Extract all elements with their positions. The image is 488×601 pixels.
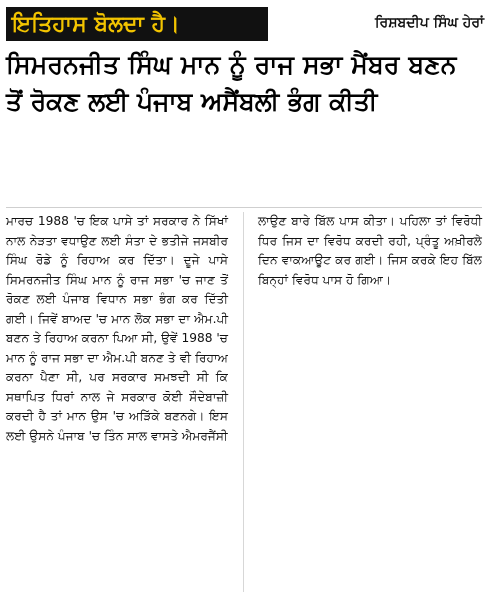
author-byline: ਰਿਸ਼ਬਦੀਪ ਸਿੰਘ ਹੇਰਾਂ bbox=[375, 15, 484, 31]
kicker-text: ਇਤਿਹਾਸ ਬੋਲਦਾ ਹੈ। bbox=[12, 11, 180, 37]
column-2-text: ਲਾਉਣ ਬਾਰੇ ਬਿੱਲ ਪਾਸ ਕੀਤਾ। ਪਹਿਲਾ ਤਾਂ ਵਿਰੋਧੀ ਧਿਰ ਜਿਸ ਦਾ ਵਿਰੋਧ ਕਰਦੀ ਰਹੀ, ਪ੍ਰੰਤੂ ਅਖ਼ੀਰਲੇ ਦਿਨ ਵਾਕਆਊਟ ਕਰ ਗਈ। ਜਿਸ ਕਰਕੇ ਇਹ ਬਿੱਲ ਬਿਨ੍ਹਾਂ ਵਿਰੋਧ ਪਾਸ ਹੋ ਗਿਆ। bbox=[258, 214, 482, 287]
section-kicker bbox=[6, 7, 268, 41]
article-column-2 bbox=[258, 212, 482, 290]
column-divider bbox=[243, 212, 244, 592]
headline bbox=[6, 52, 482, 114]
article-column-1 bbox=[6, 212, 228, 446]
headline-line-1: ਸਿਮਰਨਜੀਤ ਸਿੰਘ ਮਾਨ ਨੂੰ ਰਾਜ ਸਭਾ ਮੈਂਬਰ ਬਣਨ bbox=[6, 50, 457, 79]
column-1-text: ਮਾਰਚ 1988 'ਚ ਇਕ ਪਾਸੇ ਤਾਂ ਸਰਕਾਰ ਨੇ ਸਿੱਖਾਂ ਨਾਲ ਨੇੜਤਾ ਵਧਾਉਣ ਲਈ ਸੰਤਾ ਦੇ ਭਤੀਜੇ ਜਸਬੀਰ ਸਿੰਘ ਰੋਡੇ ਨੂੰ ਰਿਹਾਅ ਕਰ ਦਿੱਤਾ। ਦੂਜੇ ਪਾਸੇ ਸਿਮਰਨਜੀਤ ਸਿੰਘ ਮਾਨ ਨੂੰ ਰਾਜ ਸਭਾ 'ਚ ਜਾਣ ਤੋਂ ਰੋਕਣ ਲਈ ਪੰਜਾਬ ਵਿਧਾਨ ਸਭਾ ਭੰਗ ਕਰ ਦਿੱਤੀ ਗਈ। ਜਿਵੇਂ ਬਾਅਦ 'ਚ ਮਾਨ ਲੋਕ ਸਭਾ ਦਾ ਐਮ.ਪੀ ਬਣਨ ਤੇ ਰਿਹਾਅ ਕਰਨਾ ਪਿਆ ਸੀ, ਉਵੇਂ 1988 'ਚ ਮਾਨ ਨੂੰ ਰਾਜ ਸਭਾ ਦਾ ਐਮ.ਪੀ ਬਨਣ ਤੇ ਵੀ ਰਿਹਾਅ ਕਰਨਾ ਪੈਣਾ ਸੀ, ਪਰ ਸਰਕਾਰ ਸਮਝਦੀ ਸੀ ਕਿ ਸਥਾਪਿਤ ਧਿਰਾਂ ਨਾਲ ਜੇ ਸਰਕਾਰ ਕੋਈ ਸੌਦੇਬਾਜ਼ੀ ਕਰਦੀ ਹੈ ਤਾਂ ਮਾਨ ਉਸ 'ਚ ਅੜਿੱਕੇ ਬਣਨਗੇ। ਇਸ ਲਈ ਉਸਨੇ ਪੰਜਾਬ 'ਚ ਤਿੰਨ ਸਾਲ ਵਾਸਤੇ ਐਮਰਜੈਂਸੀ bbox=[6, 214, 228, 443]
header-bar bbox=[4, 3, 484, 45]
divider bbox=[6, 207, 482, 208]
headline-line-2: ਤੋਂ ਰੋਕਣ ਲਈ ਪੰਜਾਬ ਅਸੈਂਬਲੀ ਭੰਗ ਕੀਤੀ bbox=[6, 87, 378, 116]
